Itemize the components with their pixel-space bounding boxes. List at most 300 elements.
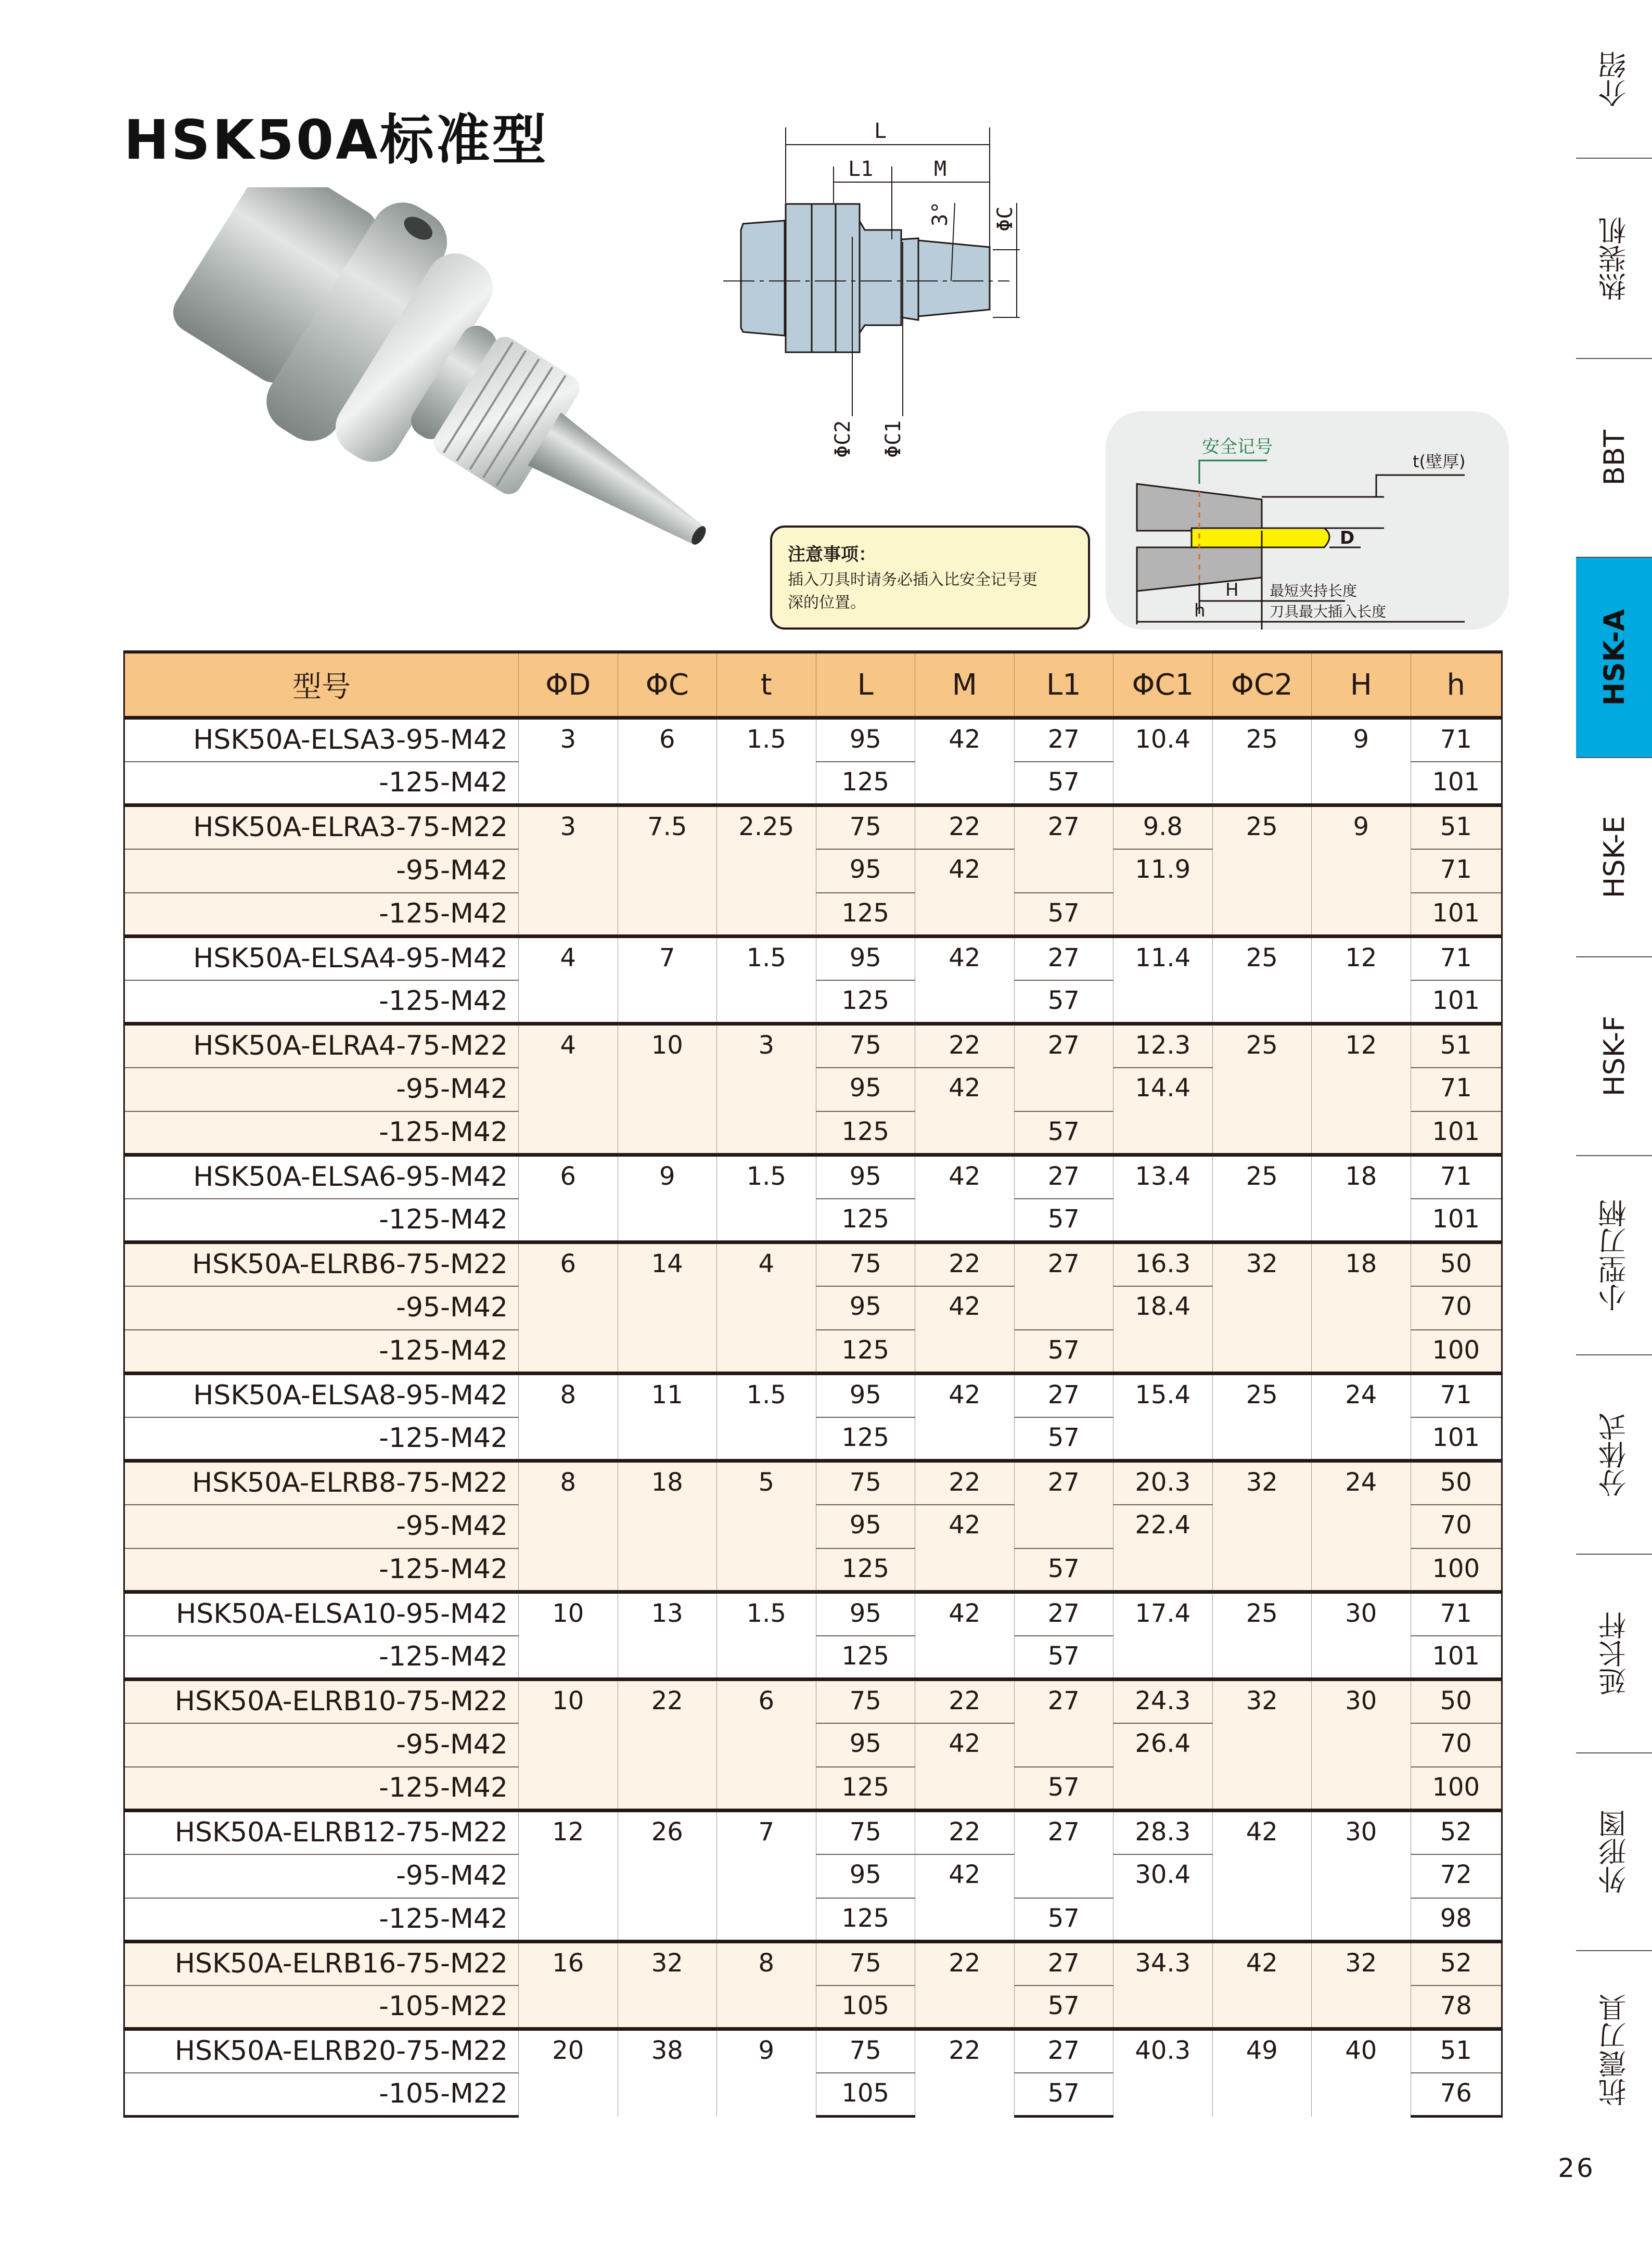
- L1-cell: 27: [1014, 1461, 1113, 1548]
- model-cell: HSK50A-ELSA4-95-M42: [124, 937, 519, 980]
- model-cell: -125-M42: [124, 1767, 519, 1811]
- product-group: [124, 1155, 1502, 1242]
- phiC1-cell: 40.3: [1113, 2029, 1213, 2117]
- L-cell: 75: [816, 1680, 915, 1723]
- phiC2-cell: 25: [1212, 1024, 1312, 1155]
- M-cell: 42: [915, 849, 1015, 937]
- product-group: [124, 1374, 1502, 1461]
- phiC2-cell: 32: [1212, 1680, 1312, 1811]
- model-cell: -95-M42: [124, 1068, 519, 1111]
- col-header: 型号: [124, 652, 519, 718]
- dim-L1-label: L1: [848, 157, 874, 181]
- phiC2-cell: 25: [1212, 718, 1312, 805]
- product-group: [124, 805, 1502, 937]
- phiC1-cell: 28.3: [1113, 1811, 1213, 1854]
- side-tab-label: 延长杆: [1597, 1611, 1631, 1696]
- h-cell: 98: [1411, 1898, 1502, 1942]
- table-row: [124, 2029, 1502, 2073]
- t-cell: 1.5: [717, 1374, 816, 1461]
- H-cell: 32: [1312, 1942, 1411, 2029]
- h-cell: 71: [1411, 849, 1502, 893]
- phiC-cell: 7: [618, 937, 717, 1024]
- col-header: L1: [1014, 652, 1113, 718]
- L1-cell: 27: [1014, 1242, 1113, 1330]
- phiC2-cell: 25: [1212, 1155, 1312, 1242]
- L1-cell: 27: [1014, 718, 1113, 762]
- model-cell: -95-M42: [124, 1854, 519, 1898]
- side-tab-label: 外形图: [1597, 1810, 1631, 1894]
- t-cell: 9: [717, 2029, 816, 2117]
- L-cell: 95: [816, 1854, 915, 1898]
- wall-thickness-label: t(壁厚): [1413, 452, 1466, 471]
- table-row: [124, 1024, 1502, 1068]
- model-cell: HSK50A-ELRB12-75-M22: [124, 1811, 519, 1854]
- product-group: [124, 1461, 1502, 1592]
- phiC-cell: 6: [618, 718, 717, 805]
- M-cell: 22: [915, 1242, 1015, 1286]
- H-cell: 30: [1312, 1811, 1411, 1942]
- L-cell: 125: [816, 1417, 915, 1461]
- t-cell: 8: [717, 1942, 816, 2029]
- model-cell: HSK50A-ELRB10-75-M22: [124, 1680, 519, 1723]
- side-tab-4[interactable]: [1576, 758, 1652, 957]
- col-header: ΦC: [618, 652, 717, 718]
- M-cell: 42: [915, 1286, 1015, 1374]
- H-cell: 9: [1312, 805, 1411, 937]
- table-row: [124, 718, 1502, 762]
- model-cell: -125-M42: [124, 1417, 519, 1461]
- phiC-cell: 26: [618, 1811, 717, 1942]
- side-tab-9[interactable]: [1576, 1753, 1652, 1951]
- h-cell: 71: [1411, 937, 1502, 980]
- h-cell: 71: [1411, 1068, 1502, 1111]
- phiC-cell: 18: [618, 1461, 717, 1592]
- product-group: [124, 1024, 1502, 1155]
- L-cell: 95: [816, 849, 915, 893]
- L1-cell: 57: [1014, 1199, 1113, 1242]
- phiD-cell: 12: [519, 1811, 618, 1942]
- h-cell: 101: [1411, 980, 1502, 1024]
- L-cell: 95: [816, 1592, 915, 1636]
- h-cell: 71: [1411, 1155, 1502, 1199]
- phiD-cell: 4: [519, 1024, 618, 1155]
- phiC1-cell: 22.4: [1113, 1505, 1213, 1592]
- L-cell: 95: [816, 1723, 915, 1767]
- model-cell: -125-M42: [124, 762, 519, 805]
- phiD-cell: 4: [519, 937, 618, 1024]
- h-cell: 70: [1411, 1286, 1502, 1330]
- L-cell: 125: [816, 762, 915, 805]
- side-tab-label: 抗震刀具: [1597, 1994, 1631, 2106]
- L1-cell: 27: [1014, 937, 1113, 980]
- model-cell: HSK50A-ELSA8-95-M42: [124, 1374, 519, 1417]
- L-cell: 95: [816, 1068, 915, 1111]
- phiC1-cell: 18.4: [1113, 1286, 1213, 1374]
- side-tab-label: 介绍: [1597, 50, 1631, 107]
- model-cell: HSK50A-ELRB20-75-M22: [124, 2029, 519, 2073]
- side-tab-7[interactable]: [1576, 1355, 1652, 1555]
- h-cell: 101: [1411, 1417, 1502, 1461]
- phiC2-cell: 25: [1212, 1592, 1312, 1680]
- L1-cell: 27: [1014, 1942, 1113, 1985]
- phiD-cell: 10: [519, 1680, 618, 1811]
- model-cell: -125-M42: [124, 893, 519, 937]
- H-cell: 9: [1312, 718, 1411, 805]
- phiD-cell: 3: [519, 805, 618, 937]
- model-cell: HSK50A-ELRB16-75-M22: [124, 1942, 519, 1985]
- caution-line-1: 插入刀具时请务必插入比安全记号更: [788, 571, 1038, 589]
- phiC1-cell: 30.4: [1113, 1854, 1213, 1942]
- h-cell: 51: [1411, 805, 1502, 849]
- table-row: [124, 1155, 1502, 1199]
- product-group: [124, 1242, 1502, 1374]
- side-tab-2[interactable]: [1576, 359, 1652, 558]
- product-group: [124, 1811, 1502, 1942]
- L-cell: 75: [816, 805, 915, 849]
- technical-drawing: [718, 114, 1311, 458]
- L-cell: 125: [816, 980, 915, 1024]
- L1-cell: 57: [1014, 1111, 1113, 1155]
- model-cell: HSK50A-ELRB8-75-M22: [124, 1461, 519, 1505]
- model-cell: -105-M22: [124, 1985, 519, 2029]
- L1-cell: 57: [1014, 1985, 1113, 2029]
- H-cell: 24: [1312, 1374, 1411, 1461]
- col-header: ΦC1: [1113, 652, 1213, 718]
- h-cell: 71: [1411, 718, 1502, 762]
- M-cell: 42: [915, 937, 1015, 1024]
- product-group: [124, 937, 1502, 1024]
- model-cell: -125-M42: [124, 1111, 519, 1155]
- L1-cell: 27: [1014, 2029, 1113, 2073]
- phiC1-cell: 20.3: [1113, 1461, 1213, 1505]
- col-header: M: [915, 652, 1015, 718]
- H-cell: 12: [1312, 1024, 1411, 1155]
- L-cell: 125: [816, 1199, 915, 1242]
- product-group: [124, 2029, 1502, 2117]
- phiC-cell: 7.5: [618, 805, 717, 937]
- phiC-cell: 38: [618, 2029, 717, 2117]
- h-cell: 50: [1411, 1242, 1502, 1286]
- L-cell: 125: [816, 1330, 915, 1374]
- t-cell: 1.5: [717, 1155, 816, 1242]
- L1-cell: 27: [1014, 1680, 1113, 1767]
- L-cell: 75: [816, 1811, 915, 1854]
- phiC-cell: 22: [618, 1680, 717, 1811]
- L1-cell: 57: [1014, 2073, 1113, 2117]
- t-cell: 1.5: [717, 1592, 816, 1680]
- h-cell: 100: [1411, 1330, 1502, 1374]
- table-row: [124, 937, 1502, 980]
- model-cell: HSK50A-ELRA3-75-M22: [124, 805, 519, 849]
- phiD-cell: 16: [519, 1942, 618, 2029]
- M-cell: 42: [915, 1505, 1015, 1592]
- L1-cell: 57: [1014, 1417, 1113, 1461]
- H-cell: 30: [1312, 1592, 1411, 1680]
- dim-phiC1-label: ΦC1: [881, 420, 905, 458]
- h-cell: 76: [1411, 2073, 1502, 2117]
- phiD-cell: 8: [519, 1461, 618, 1592]
- L-cell: 125: [816, 1767, 915, 1811]
- product-group: [124, 1942, 1502, 2029]
- M-cell: 42: [915, 1374, 1015, 1461]
- H-cell: 18: [1312, 1242, 1411, 1374]
- product-group: [124, 1680, 1502, 1811]
- M-cell: 42: [915, 1854, 1015, 1942]
- side-tab-label: HSK-E: [1597, 816, 1631, 899]
- side-tab-8[interactable]: [1576, 1555, 1652, 1753]
- safety-mark-diagram: [1106, 411, 1509, 630]
- phiC-cell: 13: [618, 1592, 717, 1680]
- table-row: [124, 1942, 1502, 1985]
- h-cell: 78: [1411, 1985, 1502, 2029]
- phiC1-cell: 11.9: [1113, 849, 1213, 937]
- side-tab-label: HSK-F: [1597, 1016, 1631, 1097]
- col-header: ΦD: [519, 652, 618, 718]
- col-header: h: [1411, 652, 1502, 718]
- spec-table: [123, 650, 1503, 2118]
- col-header: t: [717, 652, 816, 718]
- L-cell: 125: [816, 893, 915, 937]
- min-clamp-label: 最短夹持长度: [1270, 582, 1358, 599]
- phiD-cell: 3: [519, 718, 618, 805]
- side-tab-1[interactable]: [1576, 159, 1652, 359]
- phiC-cell: 11: [618, 1374, 717, 1461]
- M-cell: 42: [915, 1068, 1015, 1155]
- h-cell: 70: [1411, 1723, 1502, 1767]
- phiC2-cell: 25: [1212, 937, 1312, 1024]
- phiD-cell: 20: [519, 2029, 618, 2117]
- col-header: ΦC2: [1212, 652, 1312, 718]
- L1-cell: 57: [1014, 1330, 1113, 1374]
- L1-cell: 27: [1014, 1811, 1113, 1898]
- phiD-cell: 10: [519, 1592, 618, 1680]
- H-cell: 40: [1312, 2029, 1411, 2117]
- phiC1-cell: 9.8: [1113, 805, 1213, 849]
- L-cell: 75: [816, 2029, 915, 2073]
- phiC1-cell: 10.4: [1113, 718, 1213, 805]
- h-cell: 72: [1411, 1854, 1502, 1898]
- h-cell: 71: [1411, 1592, 1502, 1636]
- L1-cell: 27: [1014, 1155, 1113, 1199]
- L1-cell: 57: [1014, 762, 1113, 805]
- model-cell: -95-M42: [124, 1505, 519, 1548]
- phiC1-cell: 11.4: [1113, 937, 1213, 1024]
- L-cell: 95: [816, 1286, 915, 1330]
- h-cell: 100: [1411, 1767, 1502, 1811]
- h-cell: 51: [1411, 1024, 1502, 1068]
- product-group: [124, 1592, 1502, 1680]
- t-cell: 6: [717, 1680, 816, 1811]
- L-cell: 105: [816, 1985, 915, 2029]
- M-cell: 42: [915, 1592, 1015, 1680]
- h-cell: 52: [1411, 1811, 1502, 1854]
- phiD-cell: 6: [519, 1155, 618, 1242]
- t-cell: 1.5: [717, 937, 816, 1024]
- phiC1-cell: 34.3: [1113, 1942, 1213, 2029]
- phiC1-cell: 16.3: [1113, 1242, 1213, 1286]
- table-row: [124, 1811, 1502, 1854]
- M-cell: 22: [915, 1811, 1015, 1854]
- side-tab-label: 小型刀柄: [1597, 1199, 1631, 1312]
- side-tab-3[interactable]: [1576, 558, 1652, 758]
- phiC1-cell: 15.4: [1113, 1374, 1213, 1461]
- L1-cell: 27: [1014, 1592, 1113, 1636]
- M-cell: 22: [915, 805, 1015, 849]
- col-header: H: [1312, 652, 1411, 718]
- L-cell: 95: [816, 1155, 915, 1199]
- L-cell: 125: [816, 1548, 915, 1592]
- phiC2-cell: 25: [1212, 1374, 1312, 1461]
- L-cell: 125: [816, 1636, 915, 1680]
- model-cell: -95-M42: [124, 1286, 519, 1330]
- table-header-row: [124, 652, 1502, 718]
- phiC2-cell: 32: [1212, 1242, 1312, 1374]
- L-cell: 75: [816, 1242, 915, 1286]
- L-cell: 75: [816, 1461, 915, 1505]
- h-cell: 101: [1411, 1636, 1502, 1680]
- model-cell: -125-M42: [124, 1636, 519, 1680]
- L-cell: 105: [816, 2073, 915, 2117]
- model-cell: -95-M42: [124, 849, 519, 893]
- model-cell: HSK50A-ELRA4-75-M22: [124, 1024, 519, 1068]
- phiC2-cell: 32: [1212, 1461, 1312, 1592]
- t-cell: 1.5: [717, 718, 816, 805]
- h-cell: 71: [1411, 1374, 1502, 1417]
- t-cell: 3: [717, 1024, 816, 1155]
- t-cell: 4: [717, 1242, 816, 1374]
- side-tab-10[interactable]: [1576, 1951, 1652, 2149]
- h-cell: 50: [1411, 1461, 1502, 1505]
- L-cell: 125: [816, 1898, 915, 1942]
- L-cell: 95: [816, 1374, 915, 1417]
- table-row: [124, 805, 1502, 849]
- model-cell: -125-M42: [124, 1548, 519, 1592]
- M-cell: 42: [915, 718, 1015, 805]
- L1-cell: 57: [1014, 1898, 1113, 1942]
- phiC-cell: 10: [618, 1024, 717, 1155]
- model-cell: HSK50A-ELRB6-75-M22: [124, 1242, 519, 1286]
- caution-note: [770, 526, 1090, 630]
- h-cell: 70: [1411, 1505, 1502, 1548]
- L1-cell: 27: [1014, 1024, 1113, 1111]
- phiC1-cell: 24.3: [1113, 1680, 1213, 1723]
- H-cell: 12: [1312, 937, 1411, 1024]
- L-cell: 95: [816, 937, 915, 980]
- model-cell: HSK50A-ELSA6-95-M42: [124, 1155, 519, 1199]
- col-header: L: [816, 652, 915, 718]
- L1-cell: 57: [1014, 1548, 1113, 1592]
- side-tab-label: HSK-A: [1597, 609, 1631, 706]
- phiC-cell: 9: [618, 1155, 717, 1242]
- M-cell: 22: [915, 1024, 1015, 1068]
- h-cell: 51: [1411, 2029, 1502, 2073]
- model-cell: HSK50A-ELSA3-95-M42: [124, 718, 519, 762]
- page-number: 26: [1558, 2153, 1595, 2183]
- L1-cell: 57: [1014, 1636, 1113, 1680]
- M-cell: 22: [915, 1680, 1015, 1723]
- L-cell: 95: [816, 718, 915, 762]
- H-cell: 24: [1312, 1461, 1411, 1592]
- h-cell: 101: [1411, 1111, 1502, 1155]
- max-insert-label: 刀具最大插入长度: [1270, 603, 1387, 620]
- model-cell: -125-M42: [124, 1898, 519, 1942]
- product-image: [130, 187, 770, 624]
- phiD-cell: 6: [519, 1242, 618, 1374]
- h-cell: 101: [1411, 762, 1502, 805]
- L-cell: 75: [816, 1942, 915, 1985]
- dim-phiC-label: ΦC: [993, 206, 1017, 232]
- side-tab-0[interactable]: [1576, 0, 1652, 159]
- phiC1-cell: 12.3: [1113, 1024, 1213, 1068]
- M-cell: 22: [915, 1461, 1015, 1505]
- t-cell: 2.25: [717, 805, 816, 937]
- L1-cell: 27: [1014, 1374, 1113, 1417]
- phiC1-cell: 13.4: [1113, 1155, 1213, 1242]
- dim-phiC2-label: ΦC2: [831, 420, 855, 458]
- L-cell: 95: [816, 1505, 915, 1548]
- inset-H-label: H: [1225, 580, 1239, 600]
- side-tab-label: BBT: [1597, 430, 1631, 486]
- table-row: [124, 1680, 1502, 1723]
- safety-mark-label: 安全记号: [1202, 437, 1273, 457]
- product-group: [124, 718, 1502, 805]
- h-cell: 100: [1411, 1548, 1502, 1592]
- L-cell: 125: [816, 1111, 915, 1155]
- H-cell: 30: [1312, 1680, 1411, 1811]
- table-row: [124, 1242, 1502, 1286]
- t-cell: 5: [717, 1461, 816, 1592]
- model-cell: -125-M42: [124, 1199, 519, 1242]
- phiC2-cell: 49: [1212, 2029, 1312, 2117]
- phiC1-cell: 26.4: [1113, 1723, 1213, 1811]
- phiC2-cell: 42: [1212, 1942, 1312, 2029]
- t-cell: 7: [717, 1811, 816, 1942]
- phiC2-cell: 25: [1212, 805, 1312, 937]
- phiD-cell: 8: [519, 1374, 618, 1461]
- L1-cell: 57: [1014, 980, 1113, 1024]
- phiC1-cell: 17.4: [1113, 1592, 1213, 1680]
- phiC2-cell: 42: [1212, 1811, 1312, 1942]
- inset-D-label: D: [1340, 528, 1355, 548]
- table-row: [124, 1592, 1502, 1636]
- phiC-cell: 14: [618, 1242, 717, 1374]
- caution-title: 注意事项：: [788, 544, 876, 565]
- L1-cell: 57: [1014, 1767, 1113, 1811]
- h-cell: 101: [1411, 893, 1502, 937]
- H-cell: 18: [1312, 1155, 1411, 1242]
- side-tab-label: 热装机: [1597, 216, 1631, 301]
- side-tab-label: 分体式: [1597, 1412, 1631, 1497]
- side-tab-6[interactable]: [1576, 1156, 1652, 1355]
- model-cell: HSK50A-ELSA10-95-M42: [124, 1592, 519, 1636]
- M-cell: 42: [915, 1723, 1015, 1811]
- model-cell: -105-M22: [124, 2073, 519, 2117]
- h-cell: 50: [1411, 1680, 1502, 1723]
- phiC-cell: 32: [618, 1942, 717, 2029]
- phiC1-cell: 14.4: [1113, 1068, 1213, 1155]
- h-cell: 101: [1411, 1199, 1502, 1242]
- M-cell: 22: [915, 1942, 1015, 2029]
- page-title: HSK50A标准型: [124, 108, 548, 172]
- dim-M-label: M: [934, 157, 947, 181]
- model-cell: -125-M42: [124, 980, 519, 1024]
- model-cell: -95-M42: [124, 1723, 519, 1767]
- M-cell: 42: [915, 1155, 1015, 1242]
- side-tab-5[interactable]: [1576, 957, 1652, 1156]
- M-cell: 22: [915, 2029, 1015, 2117]
- table-row: [124, 1461, 1502, 1505]
- table-row: [124, 1374, 1502, 1417]
